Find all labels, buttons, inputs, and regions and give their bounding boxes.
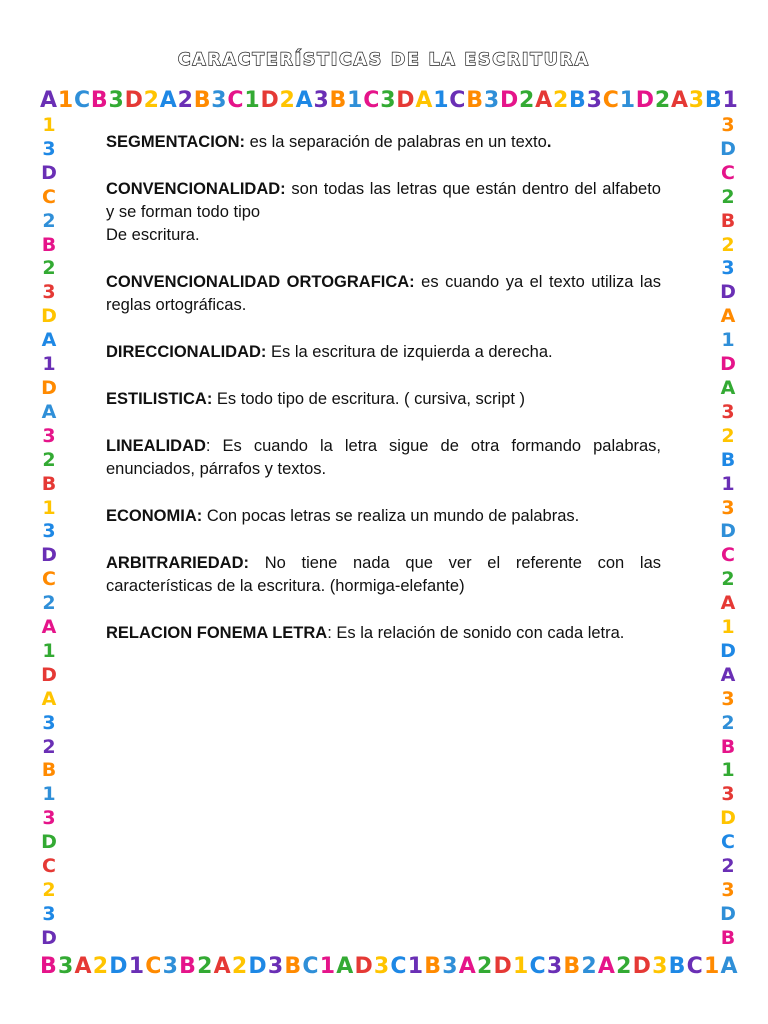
border-glyph: 2 (42, 257, 56, 280)
border-glyph: 1 (319, 954, 335, 979)
border-glyph: D (720, 137, 736, 160)
border-glyph: 3 (42, 807, 56, 830)
border-glyph: 1 (703, 954, 720, 979)
border-glyph: 2 (519, 88, 535, 113)
border-glyph: 3 (721, 879, 735, 901)
border-glyph: B (41, 233, 57, 256)
border-glyph: D (720, 520, 736, 543)
border-glyph: 3 (42, 711, 56, 734)
entry-relacion-fonema-letra (106, 622, 661, 645)
border-glyph: C (390, 954, 407, 979)
border-glyph: C (449, 88, 466, 113)
entry-convencionalidad (106, 178, 661, 247)
border-glyph: B (193, 88, 211, 113)
border-glyph: 3 (42, 902, 56, 925)
border-glyph: 2 (92, 954, 109, 979)
border-glyph: 3 (211, 88, 227, 113)
content-body (106, 131, 661, 669)
border-glyph: C (73, 88, 91, 113)
border-glyph: D (632, 954, 651, 979)
entry-segmentacion (106, 131, 661, 154)
border-glyph: 1 (619, 88, 635, 113)
border-glyph: 3 (108, 88, 124, 113)
border-glyph: B (284, 954, 302, 979)
border-glyph: B (179, 954, 196, 979)
border-glyph: A (41, 687, 57, 710)
border-glyph: 2 (143, 88, 159, 113)
border-glyph: A (40, 88, 58, 113)
border-glyph: C (42, 568, 56, 591)
border-glyph: 3 (721, 257, 735, 280)
border-glyph: 3 (721, 114, 735, 136)
border-glyph: A (597, 954, 615, 979)
border-top (40, 90, 738, 112)
border-glyph: C (721, 831, 735, 854)
border-right (717, 116, 739, 948)
border-glyph: A (720, 592, 736, 615)
border-glyph: B (424, 954, 442, 979)
border-glyph: 1 (42, 639, 56, 662)
border-glyph: A (336, 954, 354, 979)
entry-text: es cuando ya el texto utiliza las reglas ortográficas. (106, 273, 661, 314)
border-glyph: C (302, 954, 319, 979)
border-glyph: 3 (721, 687, 735, 710)
entry-text: : Es cuando la letra sigue de otra formando palabras, enunciados, párrafos y textos. (106, 437, 661, 478)
border-glyph: 1 (513, 954, 529, 979)
border-glyph: 2 (279, 88, 295, 113)
border-glyph: D (493, 954, 512, 979)
border-glyph: 1 (57, 88, 74, 113)
border-glyph: B (90, 88, 108, 113)
border-glyph: D (41, 376, 57, 399)
border-glyph: 1 (244, 88, 260, 113)
entry-term: SEGMENTACION: (106, 133, 246, 151)
border-glyph: 3 (42, 281, 56, 304)
border-glyph: D (41, 831, 57, 854)
border-glyph: 3 (42, 137, 56, 160)
border-glyph: D (41, 926, 57, 949)
border-glyph: 2 (616, 954, 632, 979)
entry-term: LINEALIDAD (106, 437, 206, 455)
entry-term: RELACION FONEMA LETRA (106, 624, 328, 642)
border-glyph: D (396, 88, 415, 113)
border-glyph: 3 (313, 88, 329, 113)
border-glyph: D (41, 305, 57, 328)
border-glyph: D (124, 88, 143, 113)
border-glyph: 2 (42, 209, 56, 232)
border-glyph: B (40, 954, 57, 979)
border-glyph: B (563, 954, 581, 979)
border-glyph: A (415, 88, 433, 113)
border-glyph: 2 (42, 592, 56, 615)
border-glyph: 3 (57, 954, 74, 979)
border-glyph: A (720, 954, 738, 979)
entry-arbitrariedad (106, 552, 661, 598)
border-glyph: A (159, 88, 177, 113)
border-glyph: 2 (552, 88, 569, 113)
border-glyph: B (569, 88, 586, 113)
border-glyph: 1 (433, 88, 449, 113)
entry-end: . (546, 133, 552, 151)
border-glyph: 3 (42, 520, 56, 543)
border-glyph: C (602, 88, 619, 113)
border-glyph: A (720, 376, 736, 399)
border-glyph: B (668, 954, 686, 979)
border-glyph: 2 (721, 855, 735, 878)
border-glyph: C (721, 544, 735, 567)
border-glyph: B (720, 448, 736, 471)
border-glyph: A (41, 400, 57, 423)
border-glyph: 2 (581, 954, 597, 979)
page-title: CARACTERÍSTICAS DE LA ESCRITURA (178, 50, 590, 70)
entry-linealidad (106, 435, 661, 481)
border-glyph: D (720, 902, 736, 925)
border-glyph: 3 (586, 88, 602, 113)
entry-term: DIRECCIONALIDAD: (106, 343, 267, 361)
border-glyph: D (260, 88, 279, 113)
border-glyph: A (295, 88, 313, 113)
border-glyph: B (720, 735, 736, 758)
border-glyph: 2 (231, 954, 248, 979)
entry-extra: De escritura. (106, 226, 200, 244)
border-glyph: 3 (267, 954, 284, 979)
entry-term: ARBITRARIEDAD: (106, 554, 249, 572)
border-glyph: 3 (688, 88, 705, 113)
border-glyph: C (686, 954, 703, 979)
border-glyph: A (213, 954, 231, 979)
border-glyph: 2 (721, 424, 735, 447)
border-glyph: 2 (654, 88, 671, 113)
border-glyph: A (720, 663, 736, 686)
border-glyph: C (42, 185, 56, 208)
border-glyph: 3 (380, 88, 396, 113)
border-glyph: 3 (373, 954, 390, 979)
border-bottom (40, 956, 738, 978)
border-glyph: 1 (42, 353, 56, 376)
entry-text: Es la escritura de izquierda a derecha. (266, 343, 553, 361)
border-glyph: D (109, 954, 128, 979)
border-glyph: B (41, 759, 57, 782)
border-glyph: B (41, 472, 57, 495)
border-glyph: C (721, 161, 735, 184)
border-glyph: 1 (128, 954, 145, 979)
border-glyph: C (145, 954, 162, 979)
entry-term: CONVENCIONALIDAD ORTOGRAFICA: (106, 273, 415, 291)
border-glyph: B (720, 209, 736, 232)
border-glyph: 3 (721, 400, 735, 423)
border-glyph: D (41, 161, 57, 184)
border-glyph: 3 (42, 424, 56, 447)
border-glyph: D (41, 663, 57, 686)
border-glyph: D (720, 353, 736, 376)
border-glyph: 3 (442, 954, 458, 979)
border-glyph: C (363, 88, 380, 113)
border-glyph: A (41, 616, 57, 639)
border-glyph: A (74, 954, 92, 979)
border-glyph: 2 (197, 954, 213, 979)
border-glyph: 1 (722, 88, 738, 113)
border-glyph: 1 (721, 329, 735, 352)
border-glyph: 3 (546, 954, 563, 979)
border-glyph: D (248, 954, 267, 979)
border-glyph: 1 (42, 783, 56, 806)
border-glyph: 3 (721, 496, 735, 519)
entry-text: : Es la relación de sonido con cada letra. (327, 624, 625, 642)
border-glyph: C (529, 954, 546, 979)
entry-direccionalidad (106, 341, 661, 364)
border-glyph: 1 (42, 496, 56, 519)
border-glyph: D (499, 88, 519, 113)
border-glyph: D (41, 544, 57, 567)
border-glyph: 1 (721, 759, 735, 782)
border-glyph: D (720, 281, 736, 304)
border-glyph: 1 (347, 88, 363, 113)
border-glyph: A (41, 329, 57, 352)
border-glyph: 2 (177, 88, 193, 113)
entry-convencionalidad-ortografica (106, 271, 661, 317)
border-glyph: B (720, 926, 736, 949)
border-glyph: 1 (407, 954, 424, 979)
border-glyph: 2 (721, 711, 735, 734)
border-glyph: 2 (42, 735, 56, 758)
border-glyph: 3 (652, 954, 668, 979)
border-glyph: D (354, 954, 373, 979)
border-glyph: 3 (162, 954, 178, 979)
entry-text: Con pocas letras se realiza un mundo de palabras. (202, 507, 580, 525)
border-glyph: B (704, 88, 722, 113)
entry-text: son todas las letras que están dentro del alfabeto y se forman todo tipo (106, 180, 661, 221)
border-glyph: A (670, 88, 688, 113)
border-glyph: 2 (42, 448, 56, 471)
border-left (38, 116, 60, 948)
entry-estilistica (106, 388, 661, 411)
border-glyph: A (458, 954, 476, 979)
entry-term: CONVENCIONALIDAD: (106, 180, 286, 198)
entry-economia (106, 505, 661, 528)
border-glyph: D (720, 807, 736, 830)
border-glyph: 3 (721, 783, 735, 806)
border-glyph: D (720, 639, 736, 662)
border-glyph: 2 (721, 185, 735, 208)
border-glyph: 2 (721, 233, 735, 256)
border-glyph: 1 (721, 472, 735, 495)
entry-term: ESTILISTICA: (106, 390, 213, 408)
border-glyph: B (329, 88, 347, 113)
border-glyph: 2 (721, 568, 735, 591)
entry-text: Es todo tipo de escritura. ( cursiva, script ) (212, 390, 526, 408)
border-glyph: 1 (721, 616, 735, 639)
border-glyph: 2 (477, 954, 493, 979)
border-glyph: A (535, 88, 553, 113)
border-glyph: C (227, 88, 244, 113)
entry-term: ECONOMIA: (106, 507, 203, 525)
entry-text: No tiene nada que ver el referente con las características de la escritura. (hormiga-elefante) (106, 554, 661, 595)
border-glyph: B (466, 88, 484, 113)
border-glyph: 2 (42, 879, 56, 901)
border-glyph: C (42, 855, 56, 878)
border-glyph: A (720, 305, 736, 328)
border-glyph: D (635, 88, 655, 113)
entry-text: es la separación de palabras en un texto (245, 133, 547, 151)
border-glyph: 3 (483, 88, 500, 113)
border-glyph: 1 (42, 114, 56, 136)
